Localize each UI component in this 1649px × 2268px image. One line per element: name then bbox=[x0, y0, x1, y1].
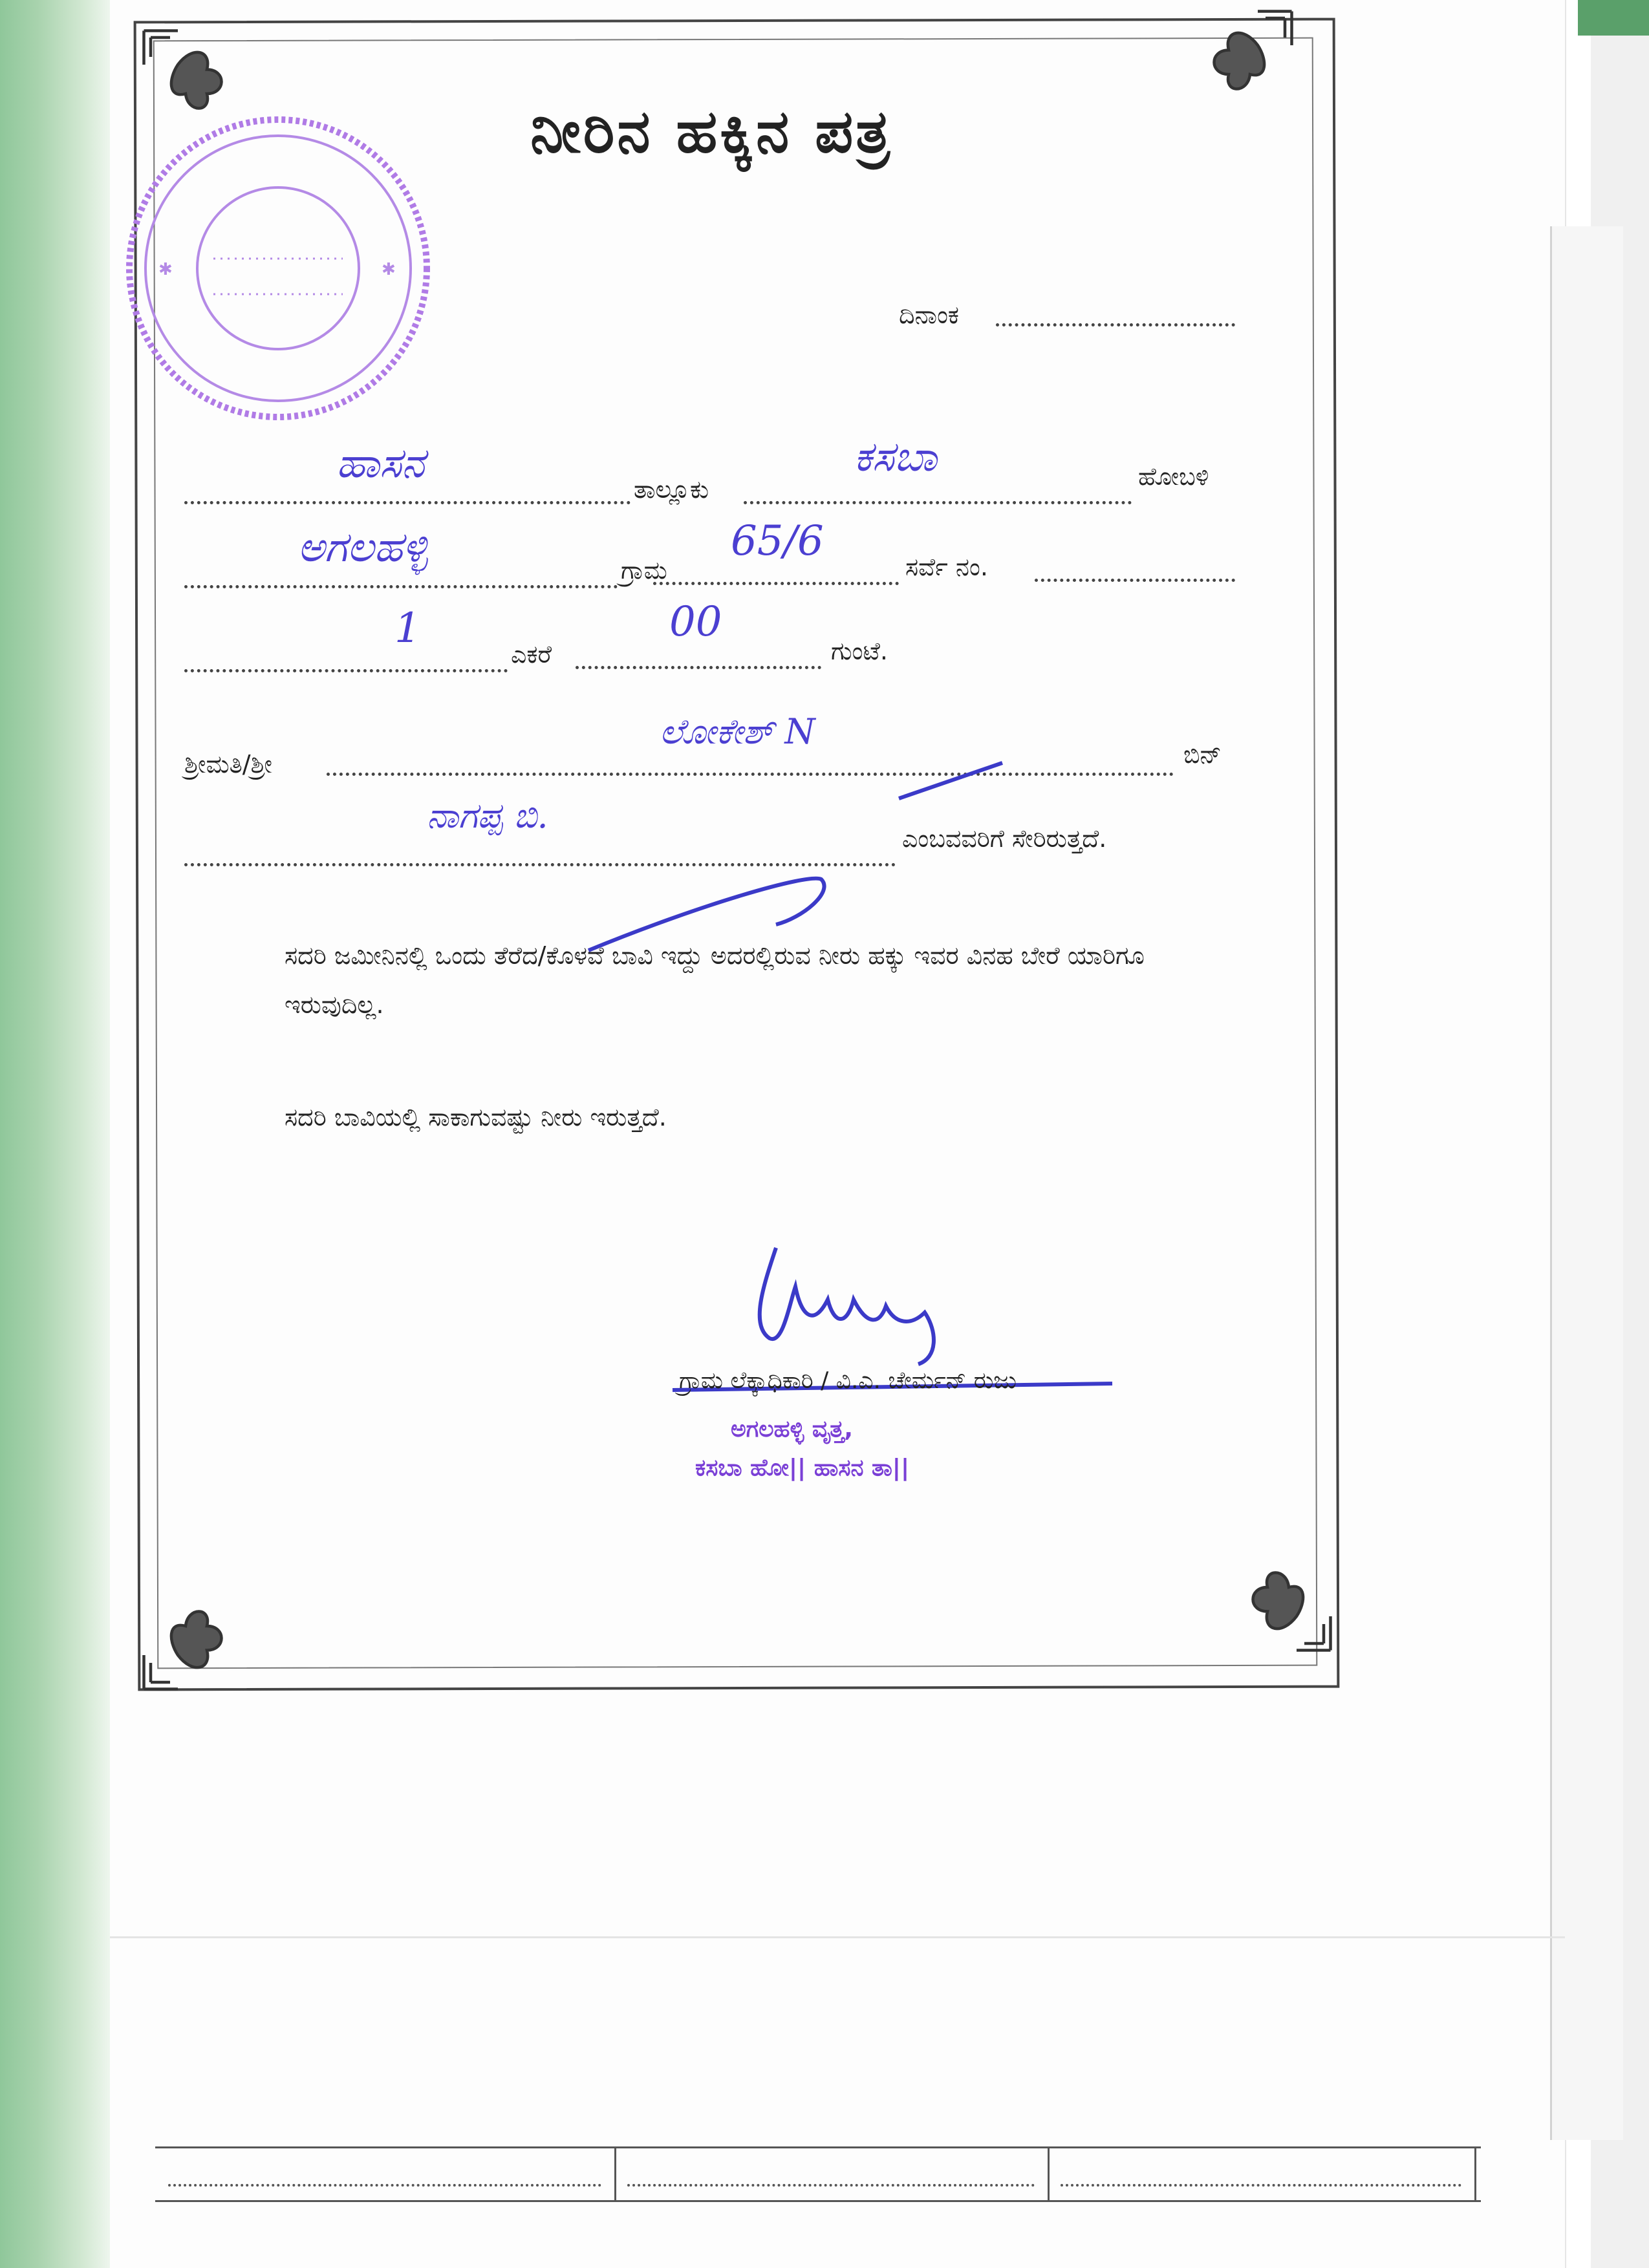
signature-title: ಗ್ರಾಮ ಲೆಕ್ಕಾಧಿಕಾರಿ / ವಿ.ಎ. ಚೇರ್ಮನ್ ರುಜು bbox=[679, 1367, 1017, 1394]
paragraph-water-rights: ಸದರಿ ಜಮೀನಿನಲ್ಲಿ ಒಂದು ತೆರೆದ/ಕೊಳವೆ ಬಾವಿ ಇದ್ದು ಅದರಲ್ಲಿರುವ ನೀರು ಹಕ್ಕು ಇವರ ವಿನಹ ಬೇರೆ ಯಾರಿಗೂ ಇರುವುದಿಲ್ಲ. bbox=[285, 941, 1145, 1019]
handwritten-survey-number: 65/6 bbox=[731, 517, 824, 565]
handwritten-taluk: ಹಾಸನ bbox=[336, 440, 425, 487]
gunta-label: ಗುಂಟೆ. bbox=[831, 637, 888, 665]
stamp-line-1: ಅಗಲಹಳ್ಳಿ ವೃತ್ತ, bbox=[731, 1416, 854, 1442]
bottom-table-fragment bbox=[155, 2146, 1481, 2202]
table-blank bbox=[1061, 2184, 1461, 2187]
acre-blank bbox=[184, 669, 508, 672]
person-prefix-label: ಶ್ರೀಮತಿ/ಶ್ರೀ bbox=[184, 750, 272, 778]
table-divider bbox=[614, 2148, 616, 2200]
table-divider bbox=[1048, 2148, 1050, 2200]
corner-ornament-top-right bbox=[1200, 6, 1297, 103]
acre-label: ಎಕರೆ bbox=[511, 640, 552, 669]
hobli-label: ಹೋಬಳಿ bbox=[1138, 462, 1209, 491]
handwritten-person-name: ಲೋಕೇಶ್ N bbox=[660, 711, 815, 752]
gunta-blank bbox=[576, 666, 821, 669]
round-office-seal bbox=[116, 107, 440, 430]
father-blank bbox=[184, 863, 896, 866]
table-blank bbox=[627, 2184, 1035, 2187]
village-label: ಗ್ರಾಮ bbox=[621, 556, 667, 584]
handwritten-hobli: ಕಸಬಾ bbox=[854, 433, 938, 481]
paragraph-sufficient-water: ಸದರಿ ಬಾವಿಯಲ್ಲಿ ಸಾಕಾಗುವಷ್ಟು ನೀರು ಇರುತ್ತದೆ. bbox=[285, 1103, 667, 1131]
table-divider bbox=[1474, 2148, 1476, 2200]
survey-blank-end bbox=[1035, 579, 1235, 582]
underlying-sheet-edge bbox=[1550, 226, 1623, 2140]
taluk-blank bbox=[184, 501, 630, 504]
hobli-blank bbox=[744, 501, 1132, 504]
handwritten-father-name: ನಾಗಪ್ಪ ಬಿ. bbox=[427, 795, 548, 836]
village-blank bbox=[184, 585, 618, 588]
bin-label: ಬಿನ್ bbox=[1183, 740, 1222, 769]
date-blank bbox=[996, 323, 1235, 326]
taluk-label: ತಾಲ್ಲೂಕು bbox=[634, 475, 709, 504]
handwritten-village: ಅಗಲಹಳ್ಳಿ bbox=[297, 524, 428, 572]
handwritten-signature bbox=[724, 1228, 996, 1384]
table-blank bbox=[168, 2184, 601, 2187]
scanner-background-corner bbox=[1578, 0, 1649, 36]
corner-ornament-bottom-right bbox=[1238, 1558, 1335, 1655]
svg-text:✱: ✱ bbox=[158, 260, 173, 279]
document-title: ನೀರಿನ ಹಕ್ಕಿನ ಪತ್ರ bbox=[530, 97, 892, 166]
page-fold-line bbox=[110, 1936, 1565, 1938]
belongs-label: ಎಂಬವವರಿಗೆ ಸೇರಿರುತ್ತದೆ. bbox=[902, 824, 1107, 853]
stamp-line-2: ಕಸಬಾ ಹೋ|| ಹಾಸನ ತಾ|| bbox=[695, 1455, 910, 1481]
survey-label: ಸರ್ವೆ ನಂ. bbox=[905, 553, 988, 581]
handwritten-gunta: 00 bbox=[669, 598, 722, 646]
scanner-background-left bbox=[0, 0, 110, 2268]
survey-blank bbox=[653, 582, 899, 585]
handwritten-acre: 1 bbox=[394, 604, 421, 652]
date-label: ದಿನಾಂಕ bbox=[899, 301, 960, 329]
svg-text:✱: ✱ bbox=[382, 260, 396, 279]
person-blank bbox=[327, 773, 1174, 776]
corner-ornament-bottom-left bbox=[139, 1597, 236, 1694]
